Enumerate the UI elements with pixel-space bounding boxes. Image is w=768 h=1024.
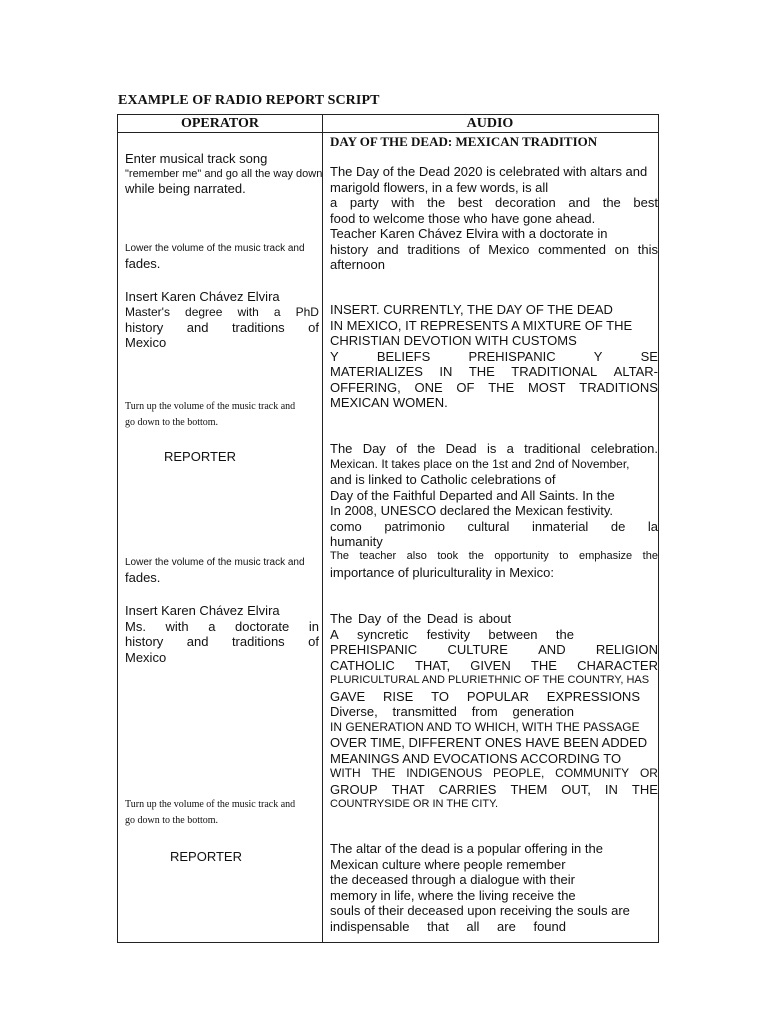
word: CHARACTER xyxy=(577,657,658,673)
word: and xyxy=(568,195,591,210)
word: from xyxy=(471,704,498,719)
word: party xyxy=(349,195,379,210)
word: a xyxy=(330,195,338,210)
word: Mexico xyxy=(488,241,530,257)
word: CARRIES xyxy=(438,781,497,797)
word: Y xyxy=(593,348,603,364)
audio-line-justified xyxy=(330,380,658,396)
audio-line-justified xyxy=(330,627,658,643)
word: Master's xyxy=(125,304,170,319)
word: MATERIALIZES xyxy=(330,364,423,379)
word: history xyxy=(125,319,164,335)
operator-cue-reporter xyxy=(164,449,358,465)
audio-line: souls of their deceased upon receiving the souls are xyxy=(330,903,630,918)
cue-line: fades. xyxy=(125,570,161,585)
word: found xyxy=(533,918,566,934)
word: THE xyxy=(371,766,396,780)
word: TRADITIONS xyxy=(579,379,658,395)
word: traditions xyxy=(231,319,285,335)
operator-cue-lower-volume xyxy=(125,242,319,272)
word: of xyxy=(308,319,319,335)
cue-line: while being narrated. xyxy=(125,180,246,196)
word: Ms. xyxy=(125,618,146,634)
word: inmaterial xyxy=(531,518,589,534)
word: TO xyxy=(431,688,449,704)
audio-line-justified xyxy=(330,441,658,457)
cue-line: "remember me" and go all the way down xyxy=(125,167,323,180)
word: THEM xyxy=(510,781,548,797)
word: all xyxy=(466,918,480,934)
word: best xyxy=(633,195,658,210)
audio-line-justified xyxy=(330,642,658,658)
word: OFFERING, xyxy=(330,379,401,395)
word: the xyxy=(642,550,658,562)
word: between xyxy=(488,626,538,642)
audio-paragraph-teacher xyxy=(330,549,658,580)
word: are xyxy=(497,918,516,934)
word: MOST xyxy=(527,379,566,395)
cue-line: Insert Karen Chávez Elvira xyxy=(125,289,280,304)
word: transmitted xyxy=(392,704,457,719)
word: AND xyxy=(538,642,566,657)
header-divider xyxy=(118,132,658,133)
word: OF xyxy=(456,379,475,395)
audio-line: OVER TIME, DIFFERENT ONES HAVE BEEN ADDED xyxy=(330,735,648,750)
word: cultural xyxy=(467,518,510,534)
audio-line: and is linked to Catholic celebrations of xyxy=(330,472,556,487)
word: traditions xyxy=(407,241,461,257)
word: the xyxy=(427,195,446,210)
word: best xyxy=(457,195,483,210)
audio-line: Day of the Faithful Departed and All Saints. In the xyxy=(330,487,615,503)
word: THE xyxy=(488,379,515,395)
word: also xyxy=(406,550,427,562)
word: the xyxy=(468,550,484,562)
word: de xyxy=(610,518,626,534)
audio-heading: DAY OF THE DEAD: MEXICAN TRADITION xyxy=(330,134,598,149)
word: teacher xyxy=(359,550,397,562)
word: THAT, xyxy=(414,657,451,673)
cue-line: Lower the volume of the music track and xyxy=(125,243,305,254)
word: to xyxy=(559,550,569,562)
word: traditions xyxy=(231,634,285,649)
word: Day xyxy=(362,441,386,456)
word: THE xyxy=(468,364,495,379)
word: a xyxy=(506,441,514,456)
word: Dead xyxy=(445,441,477,456)
word: opportunity xyxy=(494,550,549,562)
word: Diverse, xyxy=(330,704,378,719)
audio-line: memory in life, where the living receive the xyxy=(330,887,576,903)
word: history xyxy=(330,241,369,257)
audio-line: MEXICAN WOMEN. xyxy=(330,395,448,410)
audio-line: Mexican. It takes place on the 1st and 2nd of November, xyxy=(330,456,630,471)
operator-cue-insert-guest xyxy=(125,289,319,351)
audio-line-justified xyxy=(330,349,658,365)
word: that xyxy=(427,918,449,934)
word: The xyxy=(330,441,353,456)
word: with xyxy=(165,618,189,634)
document-title: EXAMPLE OF RADIO REPORT SCRIPT xyxy=(118,93,380,108)
word: PREHISPANIC xyxy=(468,348,556,364)
audio-line-justified xyxy=(330,919,658,935)
word: on xyxy=(614,241,630,257)
word: and xyxy=(186,319,209,335)
word: patrimonio xyxy=(384,518,446,534)
word: celebration. xyxy=(590,441,658,456)
audio-line-justified xyxy=(330,195,658,211)
operator-cue-lower-volume xyxy=(125,556,319,586)
word: and xyxy=(376,241,399,257)
word: took xyxy=(437,550,459,562)
word: this xyxy=(637,241,658,257)
cue-line: go down to the bottom. xyxy=(125,417,219,428)
word: OR xyxy=(639,766,658,780)
audio-column-header: AUDIO xyxy=(466,116,514,131)
word: PREHISPANIC xyxy=(330,642,418,657)
word: WITH xyxy=(330,766,361,780)
cue-line: REPORTER xyxy=(170,849,242,864)
audio-line: marigold flowers, in a few words, is all xyxy=(330,179,549,195)
audio-line: In 2008, UNESCO declared the Mexican festivity. xyxy=(330,503,613,518)
audio-line: PLURICULTURAL AND PLURIETHNIC OF THE COUNTRY, HAS xyxy=(330,674,650,686)
word: TRADITIONAL xyxy=(511,364,598,379)
cue-line-justified xyxy=(125,320,319,336)
audio-line-justified xyxy=(330,782,658,798)
word: IN xyxy=(439,364,453,379)
word: indispensable xyxy=(330,918,410,934)
word: OUT, xyxy=(561,781,591,797)
word: RISE xyxy=(383,688,414,704)
word: GIVEN xyxy=(470,657,511,673)
operator-column-header: OPERATOR xyxy=(180,116,260,131)
word: of xyxy=(396,441,407,456)
column-divider xyxy=(322,115,323,942)
operator-cue-insert-guest xyxy=(125,603,319,665)
word: ONE xyxy=(414,379,443,395)
word: como xyxy=(330,518,362,534)
word: the xyxy=(555,626,574,642)
word: Y xyxy=(330,348,339,364)
word: CATHOLIC xyxy=(330,657,395,673)
word: CULTURE xyxy=(447,642,508,657)
word: the xyxy=(417,441,436,456)
word: BELIEFS xyxy=(376,348,431,364)
word: with xyxy=(391,195,415,210)
audio-line-justified xyxy=(330,242,658,258)
audio-line: importance of pluriculturality in Mexico: xyxy=(330,564,554,580)
audio-line: The Day of the Dead is about xyxy=(330,611,512,626)
cue-line: Insert Karen Chávez Elvira xyxy=(125,603,280,618)
operator-cue-enter-track xyxy=(125,151,323,196)
operator-cue-turn-up-volume xyxy=(125,797,319,829)
word: PEOPLE, xyxy=(493,766,545,780)
audio-line-justified xyxy=(330,364,658,380)
audio-line: IN MEXICO, IT REPRESENTS A MIXTURE OF THE xyxy=(330,317,633,333)
word: PhD xyxy=(295,304,319,319)
word: syncretic xyxy=(357,626,409,642)
word: POPULAR xyxy=(466,688,529,704)
word: A xyxy=(330,626,339,642)
word: doctorate xyxy=(235,618,290,634)
audio-line: CHRISTIAN DEVOTION WITH CUSTOMS xyxy=(330,333,577,348)
word: GROUP xyxy=(330,781,378,797)
word: and xyxy=(186,634,209,649)
word: la xyxy=(647,518,658,534)
audio-line-justified xyxy=(330,519,658,535)
audio-line: The altar of the dead is a popular offering in the xyxy=(330,841,603,856)
audio-line: IN GENERATION AND TO WHICH, WITH THE PASSAGE xyxy=(330,719,640,734)
word: commented xyxy=(538,241,606,257)
audio-line: humanity xyxy=(330,534,383,549)
word: traditional xyxy=(524,441,581,456)
cue-line: Turn up the volume of the music track and xyxy=(125,401,296,412)
audio-line: food to welcome those who have gone ahead. xyxy=(330,210,596,226)
audio-paragraph-altar xyxy=(330,841,658,934)
cue-line-justified xyxy=(125,634,319,650)
word: ALTAR- xyxy=(613,364,658,379)
word: THE xyxy=(530,657,557,673)
cue-line: go down to the bottom. xyxy=(125,815,219,826)
cue-line-justified xyxy=(125,619,319,635)
word: is xyxy=(486,441,497,456)
cue-line-justified xyxy=(125,305,319,320)
audio-line: The Day of the Dead 2020 is celebrated with altars and xyxy=(330,164,648,179)
word: emphasize xyxy=(578,550,633,562)
word: EXPRESSIONS xyxy=(546,688,640,704)
audio-paragraph-intro xyxy=(330,164,658,273)
word: IN xyxy=(604,781,618,797)
word: The xyxy=(330,550,349,562)
word: decoration xyxy=(495,195,556,210)
word: THE xyxy=(631,781,658,797)
word: THAT xyxy=(391,781,425,797)
word: degree xyxy=(185,304,223,319)
audio-line-justified xyxy=(330,689,658,705)
audio-line: Teacher Karen Chávez Elvira with a doctorate in xyxy=(330,226,608,241)
audio-line-justified xyxy=(330,704,658,720)
audio-line: MEANINGS AND EVOCATIONS ACCORDING TO xyxy=(330,750,622,766)
audio-line: Mexican culture where people remember xyxy=(330,856,566,872)
audio-line: INSERT. CURRENTLY, THE DAY OF THE DEAD xyxy=(330,302,613,317)
audio-line: afternoon xyxy=(330,257,385,272)
word: generation xyxy=(512,704,574,719)
cue-line: REPORTER xyxy=(164,449,236,464)
audio-line-justified xyxy=(330,549,658,565)
word: GAVE xyxy=(330,688,366,704)
audio-line: COUNTRYSIDE OR IN THE CITY. xyxy=(330,798,499,810)
audio-line-justified xyxy=(330,766,658,782)
word: of xyxy=(308,634,319,649)
word: festivity xyxy=(426,626,471,642)
word: INDIGENOUS xyxy=(406,766,483,780)
word: of xyxy=(468,241,480,257)
audio-paragraph-syncretic xyxy=(330,611,658,813)
script-table xyxy=(117,114,659,943)
cue-line: fades. xyxy=(125,256,161,271)
audio-line-justified xyxy=(330,658,658,674)
cue-line: Lower the volume of the music track and xyxy=(125,557,305,568)
audio-paragraph-reporter xyxy=(330,441,658,550)
word: a xyxy=(273,304,281,319)
word: history xyxy=(125,634,164,649)
word: COMMUNITY xyxy=(555,766,630,780)
audio-line: the deceased through a dialogue with their xyxy=(330,872,576,887)
cue-line: Mexico xyxy=(125,649,167,665)
operator-cue-turn-up-volume xyxy=(125,399,319,431)
audio-paragraph-insert xyxy=(330,302,658,411)
word: the xyxy=(602,195,621,210)
word: with xyxy=(237,304,259,319)
cue-line: Turn up the volume of the music track and xyxy=(125,799,296,810)
cue-line: Mexico xyxy=(125,335,167,350)
word: SE xyxy=(640,348,658,364)
word: in xyxy=(308,618,319,634)
cue-line: Enter musical track song xyxy=(125,151,268,166)
word: RELIGION xyxy=(595,642,658,657)
word: a xyxy=(208,618,216,634)
